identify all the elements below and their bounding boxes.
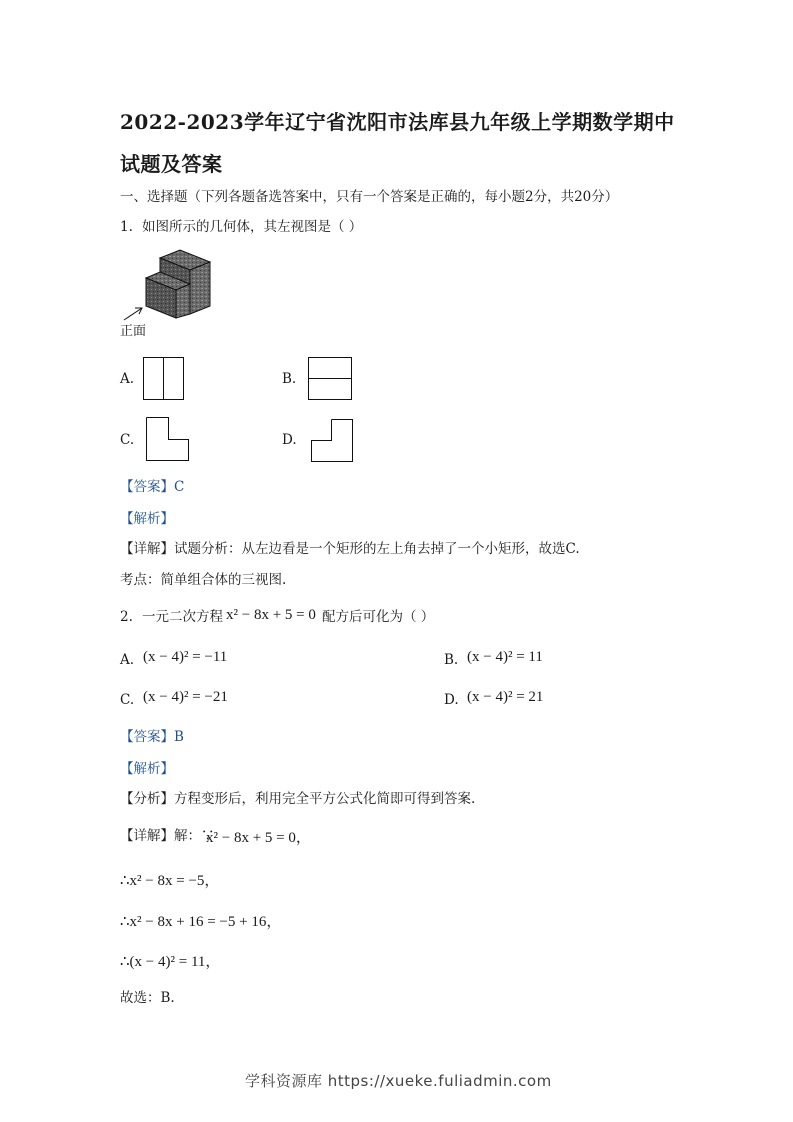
q1-analysis-tag: 【解析】 bbox=[120, 511, 174, 527]
q2-step-3: ∴x² − 8x + 16 = −5 + 16， bbox=[120, 914, 282, 930]
option-b-figure bbox=[308, 357, 352, 400]
page-title: 2022-2023学年辽宁省沈阳市法库县九年级上学期数学期中 bbox=[120, 110, 675, 134]
q1-number: 1. bbox=[120, 219, 133, 235]
q1-stem: 如图所示的几何体，其左视图是（ ） bbox=[142, 219, 363, 235]
page-footer: 学科资源库 https://xueke.fuliadmin.com bbox=[245, 1072, 552, 1090]
q2-option-a-letter: A. bbox=[120, 652, 135, 668]
section-heading: 一、选择题（下列各题备选答案中，只有一个答案是正确的，每小题2分，共20分） bbox=[120, 189, 619, 205]
q1-option-a-label: A. bbox=[120, 371, 135, 387]
q1-option-b-label: B. bbox=[282, 371, 297, 387]
q2-option-b-expr: (x − 4)² = 11 bbox=[467, 649, 543, 665]
option-d-figure bbox=[311, 419, 353, 462]
q2-option-d-letter: D. bbox=[444, 692, 459, 708]
q2-stem-equation: x² − 8x + 5 = 0 bbox=[226, 607, 316, 623]
q2-step-2: ∴x² − 8x = −5， bbox=[120, 873, 220, 889]
q2-fenxi: 【分析】方程变形后，利用完全平方公式化简即可得到答案. bbox=[120, 791, 476, 807]
q2-option-c-letter: C. bbox=[120, 692, 135, 708]
q2-detail-pre: 【详解】解：∵ bbox=[120, 828, 215, 844]
q2-step-4: ∴(x − 4)² = 11， bbox=[120, 954, 221, 970]
q2-option-b-letter: B. bbox=[444, 652, 459, 668]
q1-answer: 【答案】C bbox=[120, 479, 185, 495]
q2-stem-pre: 一元二次方程 bbox=[142, 609, 223, 625]
q2-analysis-tag: 【解析】 bbox=[120, 761, 174, 777]
q1-kaodian: 考点：简单组合体的三视图. bbox=[120, 572, 287, 588]
q1-option-d-label: D. bbox=[282, 432, 297, 448]
q2-answer: 【答案】B bbox=[120, 729, 184, 745]
q1-detail: 【详解】试题分析：从左边看是一个矩形的左上角去掉了一个小矩形，故选C. bbox=[120, 541, 580, 557]
option-c-figure bbox=[146, 417, 189, 461]
q2-number: 2. bbox=[120, 609, 133, 625]
q2-option-d-expr: (x − 4)² = 21 bbox=[467, 689, 544, 705]
q2-option-a-expr: (x − 4)² = −11 bbox=[143, 649, 228, 665]
page-title-line2: 试题及答案 bbox=[120, 152, 223, 176]
q2-option-c-expr: (x − 4)² = −21 bbox=[143, 689, 228, 705]
option-a-figure bbox=[143, 357, 184, 400]
q1-option-c-label: C. bbox=[120, 432, 135, 448]
q2-conclusion: 故选：B. bbox=[120, 990, 175, 1006]
q2-step-1: x² − 8x + 5 = 0， bbox=[206, 830, 311, 846]
front-view-label: 正面 bbox=[120, 324, 147, 339]
q2-stem-post: 配方后可化为（ ） bbox=[322, 609, 435, 625]
